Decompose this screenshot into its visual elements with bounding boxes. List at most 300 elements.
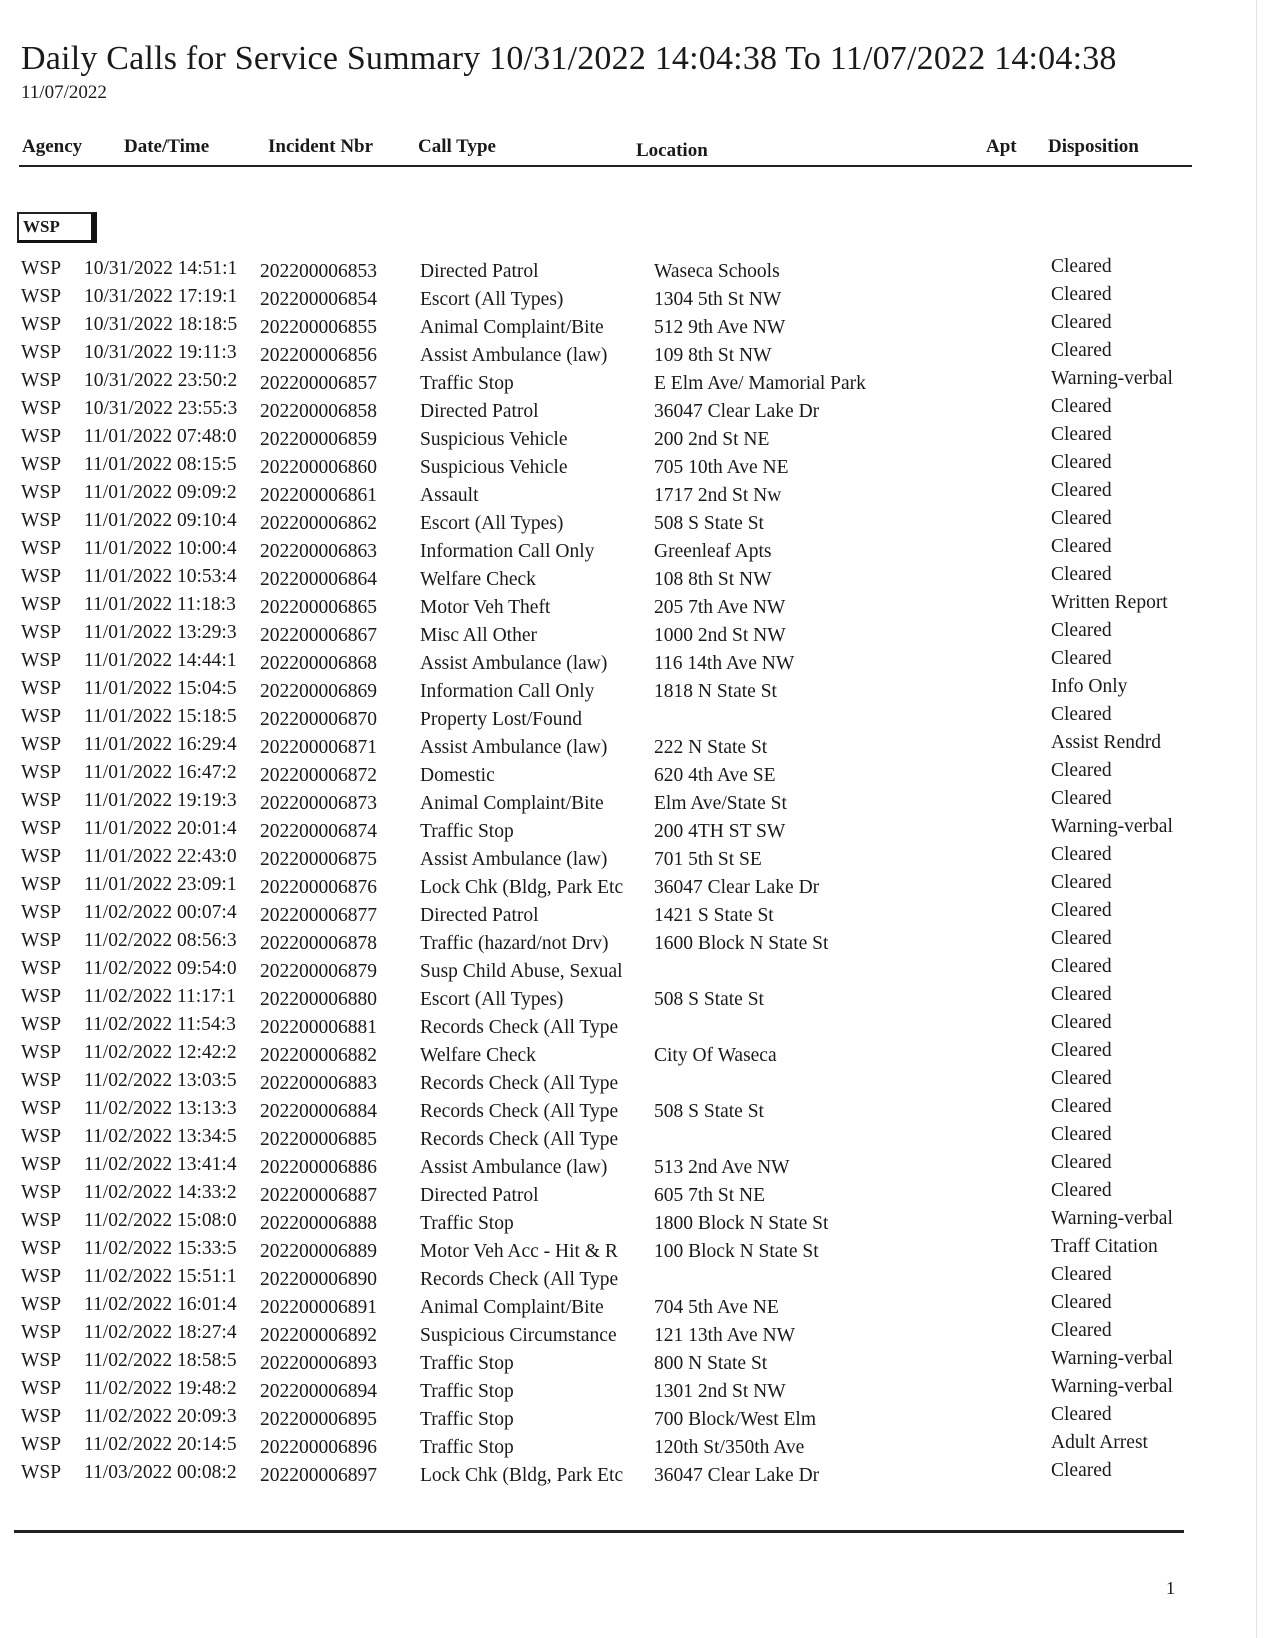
- cell-location: City Of Waseca: [654, 1045, 777, 1066]
- cell-call-type: Assist Ambulance (law): [420, 1157, 608, 1178]
- cell-location: 121 13th Ave NW: [654, 1325, 795, 1346]
- cell-agency: WSP: [21, 1098, 62, 1119]
- table-row: [0, 1238, 1265, 1266]
- cell-location: 222 N State St: [654, 737, 768, 758]
- cell-location: 109 8th St NW: [654, 345, 772, 366]
- cell-incident: 202200006868: [260, 653, 377, 674]
- cell-call-type: Traffic Stop: [420, 1437, 514, 1458]
- cell-agency: WSP: [21, 370, 62, 391]
- cell-location: 508 S State St: [654, 513, 764, 534]
- table-row: [0, 1014, 1265, 1042]
- footer-divider: [14, 1530, 1184, 1533]
- cell-call-type: Information Call Only: [420, 681, 595, 702]
- calls-table: [0, 258, 1265, 1490]
- cell-disposition: Cleared: [1051, 256, 1112, 277]
- cell-agency: WSP: [21, 1322, 62, 1343]
- cell-disposition: Warning-verbal: [1051, 1348, 1173, 1369]
- cell-datetime: 11/02/2022 11:17:1: [84, 986, 236, 1007]
- cell-incident: 202200006867: [260, 625, 377, 646]
- cell-agency: WSP: [21, 454, 62, 475]
- cell-disposition: Cleared: [1051, 844, 1112, 865]
- print-date: 11/07/2022: [21, 82, 107, 103]
- cell-agency: WSP: [21, 594, 62, 615]
- table-row: [0, 1070, 1265, 1098]
- table-row: [0, 818, 1265, 846]
- column-header-call-type: Call Type: [418, 136, 496, 157]
- cell-datetime: 11/02/2022 18:27:4: [84, 1322, 237, 1343]
- cell-disposition: Cleared: [1051, 900, 1112, 921]
- cell-call-type: Records Check (All Type: [420, 1073, 619, 1094]
- cell-incident: 202200006860: [260, 457, 377, 478]
- cell-datetime: 11/02/2022 19:48:2: [84, 1378, 237, 1399]
- table-row: [0, 622, 1265, 650]
- scan-edge-line: [1256, 0, 1257, 1638]
- cell-datetime: 10/31/2022 14:51:1: [84, 258, 238, 279]
- page-number: 1: [1166, 1578, 1175, 1598]
- cell-datetime: 11/01/2022 16:47:2: [84, 762, 237, 783]
- cell-location: 508 S State St: [654, 989, 764, 1010]
- cell-disposition: Cleared: [1051, 872, 1112, 893]
- cell-disposition: Cleared: [1051, 536, 1112, 557]
- cell-disposition: Cleared: [1051, 648, 1112, 669]
- cell-datetime: 11/02/2022 13:13:3: [84, 1098, 237, 1119]
- cell-datetime: 11/03/2022 00:08:2: [84, 1462, 237, 1483]
- cell-agency: WSP: [21, 902, 62, 923]
- cell-datetime: 11/02/2022 14:33:2: [84, 1182, 237, 1203]
- cell-disposition: Cleared: [1051, 1124, 1112, 1145]
- table-row: [0, 1182, 1265, 1210]
- cell-call-type: Records Check (All Type: [420, 1101, 619, 1122]
- cell-disposition: Adult Arrest: [1051, 1432, 1148, 1453]
- table-row: [0, 286, 1265, 314]
- cell-call-type: Directed Patrol: [420, 261, 539, 282]
- agency-section-text: WSP: [23, 217, 60, 236]
- cell-datetime: 11/01/2022 16:29:4: [84, 734, 237, 755]
- cell-agency: WSP: [21, 482, 62, 503]
- cell-agency: WSP: [21, 342, 62, 363]
- cell-disposition: Warning-verbal: [1051, 816, 1173, 837]
- table-row: [0, 1434, 1265, 1462]
- cell-disposition: Cleared: [1051, 508, 1112, 529]
- table-row: [0, 594, 1265, 622]
- table-row: [0, 454, 1265, 482]
- cell-agency: WSP: [21, 1070, 62, 1091]
- cell-location: 200 4TH ST SW: [654, 821, 786, 842]
- cell-incident: 202200006873: [260, 793, 377, 814]
- cell-location: 508 S State St: [654, 1101, 764, 1122]
- cell-datetime: 11/01/2022 09:10:4: [84, 510, 237, 531]
- cell-location: 800 N State St: [654, 1353, 768, 1374]
- cell-incident: 202200006890: [260, 1269, 377, 1290]
- cell-datetime: 11/01/2022 15:18:5: [84, 706, 237, 727]
- cell-agency: WSP: [21, 1238, 62, 1259]
- cell-location: 200 2nd St NE: [654, 429, 770, 450]
- cell-location: 1818 N State St: [654, 681, 777, 702]
- cell-call-type: Welfare Check: [420, 569, 536, 590]
- report-title: Daily Calls for Service Summary 10/31/2022 14:04:38 To 11/07/2022 14:04:38: [21, 40, 1117, 77]
- cell-incident: 202200006872: [260, 765, 377, 786]
- cell-call-type: Susp Child Abuse, Sexual: [420, 961, 623, 982]
- cell-datetime: 10/31/2022 19:11:3: [84, 342, 237, 363]
- cell-location: 1800 Block N State St: [654, 1213, 829, 1234]
- cell-call-type: Welfare Check: [420, 1045, 536, 1066]
- cell-disposition: Warning-verbal: [1051, 1208, 1173, 1229]
- cell-location: 1000 2nd St NW: [654, 625, 786, 646]
- table-row: [0, 1154, 1265, 1182]
- table-row: [0, 930, 1265, 958]
- cell-call-type: Records Check (All Type: [420, 1129, 619, 1150]
- cell-datetime: 11/01/2022 22:43:0: [84, 846, 237, 867]
- cell-datetime: 11/02/2022 12:42:2: [84, 1042, 237, 1063]
- table-row: [0, 370, 1265, 398]
- cell-call-type: Directed Patrol: [420, 401, 539, 422]
- cell-location: 205 7th Ave NW: [654, 597, 786, 618]
- cell-datetime: 11/01/2022 14:44:1: [84, 650, 237, 671]
- cell-call-type: Lock Chk (Bldg, Park Etc: [420, 877, 624, 898]
- table-row: [0, 678, 1265, 706]
- cell-location: 36047 Clear Lake Dr: [654, 401, 820, 422]
- cell-datetime: 10/31/2022 23:50:2: [84, 370, 238, 391]
- cell-incident: 202200006859: [260, 429, 377, 450]
- cell-agency: WSP: [21, 874, 62, 895]
- table-row: [0, 1378, 1265, 1406]
- cell-datetime: 10/31/2022 18:18:5: [84, 314, 238, 335]
- cell-agency: WSP: [21, 1434, 62, 1455]
- cell-datetime: 11/02/2022 13:41:4: [84, 1154, 237, 1175]
- cell-incident: 202200006881: [260, 1017, 377, 1038]
- cell-call-type: Traffic Stop: [420, 1409, 514, 1430]
- table-row: [0, 566, 1265, 594]
- cell-agency: WSP: [21, 566, 62, 587]
- cell-agency: WSP: [21, 1126, 62, 1147]
- cell-datetime: 11/01/2022 07:48:0: [84, 426, 237, 447]
- cell-location: 116 14th Ave NW: [654, 653, 795, 674]
- cell-agency: WSP: [21, 734, 62, 755]
- cell-location: Waseca Schools: [654, 261, 780, 282]
- cell-agency: WSP: [21, 1378, 62, 1399]
- cell-agency: WSP: [21, 650, 62, 671]
- column-header-incident: Incident Nbr: [268, 136, 374, 157]
- cell-datetime: 11/02/2022 15:51:1: [84, 1266, 237, 1287]
- cell-disposition: Cleared: [1051, 928, 1112, 949]
- cell-incident: 202200006871: [260, 737, 377, 758]
- cell-disposition: Warning-verbal: [1051, 368, 1173, 389]
- cell-location: 36047 Clear Lake Dr: [654, 1465, 820, 1486]
- cell-disposition: Written Report: [1051, 592, 1168, 613]
- cell-call-type: Directed Patrol: [420, 905, 539, 926]
- cell-call-type: Animal Complaint/Bite: [420, 317, 604, 338]
- table-row: [0, 986, 1265, 1014]
- cell-disposition: Traff Citation: [1051, 1236, 1158, 1257]
- cell-agency: WSP: [21, 958, 62, 979]
- cell-location: 700 Block/West Elm: [654, 1409, 816, 1430]
- cell-disposition: Cleared: [1051, 1040, 1112, 1061]
- table-row: [0, 1462, 1265, 1490]
- cell-agency: WSP: [21, 762, 62, 783]
- cell-location: 120th St/350th Ave: [654, 1437, 805, 1458]
- cell-disposition: Cleared: [1051, 1152, 1112, 1173]
- cell-datetime: 11/02/2022 11:54:3: [84, 1014, 236, 1035]
- cell-disposition: Info Only: [1051, 676, 1128, 697]
- cell-datetime: 11/01/2022 08:15:5: [84, 454, 237, 475]
- cell-incident: 202200006879: [260, 961, 377, 982]
- cell-agency: WSP: [21, 314, 62, 335]
- cell-disposition: Cleared: [1051, 1320, 1112, 1341]
- cell-disposition: Cleared: [1051, 788, 1112, 809]
- cell-call-type: Escort (All Types): [420, 513, 564, 534]
- table-row: [0, 398, 1265, 426]
- cell-disposition: Cleared: [1051, 704, 1112, 725]
- cell-call-type: Assist Ambulance (law): [420, 849, 608, 870]
- column-header-location: Location: [636, 140, 708, 161]
- cell-call-type: Suspicious Circumstance: [420, 1325, 617, 1346]
- cell-call-type: Assist Ambulance (law): [420, 737, 608, 758]
- cell-call-type: Directed Patrol: [420, 1185, 539, 1206]
- table-row: [0, 482, 1265, 510]
- table-row: [0, 342, 1265, 370]
- table-row: [0, 1350, 1265, 1378]
- cell-incident: 202200006856: [260, 345, 377, 366]
- cell-agency: WSP: [21, 1462, 62, 1483]
- cell-agency: WSP: [21, 1294, 62, 1315]
- cell-call-type: Traffic Stop: [420, 1353, 514, 1374]
- cell-incident: 202200006855: [260, 317, 377, 338]
- cell-location: 605 7th St NE: [654, 1185, 766, 1206]
- cell-datetime: 11/02/2022 20:14:5: [84, 1434, 237, 1455]
- cell-incident: 202200006895: [260, 1409, 377, 1430]
- table-row: [0, 846, 1265, 874]
- cell-agency: WSP: [21, 846, 62, 867]
- cell-incident: 202200006886: [260, 1157, 377, 1178]
- cell-incident: 202200006885: [260, 1129, 377, 1150]
- cell-disposition: Cleared: [1051, 984, 1112, 1005]
- cell-agency: WSP: [21, 426, 62, 447]
- cell-call-type: Suspicious Vehicle: [420, 429, 568, 450]
- cell-disposition: Cleared: [1051, 1292, 1112, 1313]
- cell-agency: WSP: [21, 258, 62, 279]
- cell-incident: 202200006876: [260, 877, 377, 898]
- table-row: [0, 1210, 1265, 1238]
- cell-disposition: Cleared: [1051, 620, 1112, 641]
- table-row: [0, 1266, 1265, 1294]
- cell-agency: WSP: [21, 790, 62, 811]
- cell-incident: 202200006875: [260, 849, 377, 870]
- cell-datetime: 11/01/2022 11:18:3: [84, 594, 236, 615]
- cell-disposition: Cleared: [1051, 1460, 1112, 1481]
- cell-call-type: Information Call Only: [420, 541, 595, 562]
- cell-disposition: Cleared: [1051, 396, 1112, 417]
- cell-agency: WSP: [21, 1266, 62, 1287]
- cell-incident: 202200006864: [260, 569, 377, 590]
- cell-disposition: Cleared: [1051, 1012, 1112, 1033]
- cell-datetime: 11/01/2022 10:00:4: [84, 538, 237, 559]
- cell-location: 36047 Clear Lake Dr: [654, 877, 820, 898]
- cell-disposition: Assist Rendrd: [1051, 732, 1161, 753]
- cell-call-type: Domestic: [420, 765, 495, 786]
- cell-datetime: 11/02/2022 08:56:3: [84, 930, 237, 951]
- table-row: [0, 762, 1265, 790]
- table-row: [0, 314, 1265, 342]
- cell-location: Greenleaf Apts: [654, 541, 772, 562]
- cell-disposition: Cleared: [1051, 564, 1112, 585]
- cell-disposition: Cleared: [1051, 452, 1112, 473]
- agency-section-label: [17, 212, 97, 243]
- cell-disposition: Cleared: [1051, 480, 1112, 501]
- cell-incident: 202200006877: [260, 905, 377, 926]
- cell-incident: 202200006858: [260, 401, 377, 422]
- cell-incident: 202200006882: [260, 1045, 377, 1066]
- cell-agency: WSP: [21, 930, 62, 951]
- cell-call-type: Suspicious Vehicle: [420, 457, 568, 478]
- table-row: [0, 258, 1265, 286]
- cell-location: 512 9th Ave NW: [654, 317, 786, 338]
- cell-agency: WSP: [21, 818, 62, 839]
- cell-incident: 202200006854: [260, 289, 377, 310]
- cell-call-type: Assist Ambulance (law): [420, 653, 608, 674]
- cell-incident: 202200006874: [260, 821, 377, 842]
- cell-disposition: Cleared: [1051, 1264, 1112, 1285]
- cell-incident: 202200006862: [260, 513, 377, 534]
- column-header-disposition: Disposition: [1048, 136, 1139, 157]
- cell-call-type: Assault: [420, 485, 479, 506]
- cell-call-type: Traffic Stop: [420, 821, 514, 842]
- cell-call-type: Misc All Other: [420, 625, 537, 646]
- cell-location: Elm Ave/State St: [654, 793, 787, 814]
- cell-datetime: 11/02/2022 20:09:3: [84, 1406, 237, 1427]
- cell-call-type: Lock Chk (Bldg, Park Etc: [420, 1465, 624, 1486]
- cell-incident: 202200006894: [260, 1381, 377, 1402]
- table-row: [0, 790, 1265, 818]
- cell-datetime: 11/02/2022 16:01:4: [84, 1294, 237, 1315]
- cell-agency: WSP: [21, 622, 62, 643]
- cell-incident: 202200006883: [260, 1073, 377, 1094]
- cell-datetime: 11/02/2022 18:58:5: [84, 1350, 237, 1371]
- cell-agency: WSP: [21, 286, 62, 307]
- cell-location: E Elm Ave/ Mamorial Park: [654, 373, 866, 394]
- cell-agency: WSP: [21, 986, 62, 1007]
- cell-location: 620 4th Ave SE: [654, 765, 776, 786]
- cell-datetime: 11/02/2022 15:08:0: [84, 1210, 237, 1231]
- cell-call-type: Escort (All Types): [420, 989, 564, 1010]
- cell-datetime: 11/01/2022 15:04:5: [84, 678, 237, 699]
- cell-disposition: Cleared: [1051, 760, 1112, 781]
- cell-datetime: 10/31/2022 23:55:3: [84, 398, 238, 419]
- cell-disposition: Cleared: [1051, 424, 1112, 445]
- cell-call-type: Traffic Stop: [420, 1213, 514, 1234]
- cell-incident: 202200006857: [260, 373, 377, 394]
- cell-datetime: 10/31/2022 17:19:1: [84, 286, 238, 307]
- cell-location: 1600 Block N State St: [654, 933, 829, 954]
- table-row: [0, 510, 1265, 538]
- cell-call-type: Escort (All Types): [420, 289, 564, 310]
- cell-agency: WSP: [21, 1042, 62, 1063]
- cell-call-type: Traffic Stop: [420, 1381, 514, 1402]
- cell-agency: WSP: [21, 1406, 62, 1427]
- table-row: [0, 902, 1265, 930]
- cell-disposition: Cleared: [1051, 1096, 1112, 1117]
- cell-location: 1304 5th St NW: [654, 289, 782, 310]
- cell-call-type: Animal Complaint/Bite: [420, 793, 604, 814]
- table-row: [0, 874, 1265, 902]
- cell-call-type: Traffic Stop: [420, 373, 514, 394]
- cell-disposition: Cleared: [1051, 340, 1112, 361]
- cell-call-type: Records Check (All Type: [420, 1269, 619, 1290]
- cell-agency: WSP: [21, 398, 62, 419]
- cell-agency: WSP: [21, 1154, 62, 1175]
- cell-datetime: 11/01/2022 09:09:2: [84, 482, 237, 503]
- cell-incident: 202200006892: [260, 1325, 377, 1346]
- cell-call-type: Animal Complaint/Bite: [420, 1297, 604, 1318]
- cell-incident: 202200006893: [260, 1353, 377, 1374]
- cell-incident: 202200006863: [260, 541, 377, 562]
- cell-incident: 202200006853: [260, 261, 377, 282]
- cell-incident: 202200006870: [260, 709, 377, 730]
- cell-incident: 202200006865: [260, 597, 377, 618]
- table-row: [0, 706, 1265, 734]
- cell-datetime: 11/01/2022 13:29:3: [84, 622, 237, 643]
- cell-agency: WSP: [21, 678, 62, 699]
- cell-datetime: 11/01/2022 10:53:4: [84, 566, 237, 587]
- cell-incident: 202200006888: [260, 1213, 377, 1234]
- cell-disposition: Cleared: [1051, 284, 1112, 305]
- cell-agency: WSP: [21, 538, 62, 559]
- cell-agency: WSP: [21, 1182, 62, 1203]
- table-row: [0, 538, 1265, 566]
- cell-incident: 202200006891: [260, 1297, 377, 1318]
- table-row: [0, 1406, 1265, 1434]
- cell-call-type: Assist Ambulance (law): [420, 345, 608, 366]
- cell-call-type: Records Check (All Type: [420, 1017, 619, 1038]
- table-row: [0, 1098, 1265, 1126]
- cell-datetime: 11/01/2022 20:01:4: [84, 818, 237, 839]
- cell-incident: 202200006897: [260, 1465, 377, 1486]
- header-divider: [19, 165, 1192, 167]
- cell-location: 100 Block N State St: [654, 1241, 819, 1262]
- cell-disposition: Warning-verbal: [1051, 1376, 1173, 1397]
- cell-agency: WSP: [21, 706, 62, 727]
- column-header-datetime: Date/Time: [124, 136, 210, 157]
- cell-datetime: 11/01/2022 23:09:1: [84, 874, 237, 895]
- cell-incident: 202200006884: [260, 1101, 377, 1122]
- table-row: [0, 958, 1265, 986]
- table-row: [0, 1294, 1265, 1322]
- cell-call-type: Motor Veh Acc - Hit & R: [420, 1241, 618, 1262]
- cell-agency: WSP: [21, 1210, 62, 1231]
- cell-datetime: 11/02/2022 13:34:5: [84, 1126, 237, 1147]
- table-row: [0, 1042, 1265, 1070]
- cell-incident: 202200006878: [260, 933, 377, 954]
- cell-location: 1717 2nd St Nw: [654, 485, 782, 506]
- table-row: [0, 650, 1265, 678]
- cell-incident: 202200006887: [260, 1185, 377, 1206]
- cell-datetime: 11/02/2022 09:54:0: [84, 958, 237, 979]
- cell-datetime: 11/02/2022 00:07:4: [84, 902, 237, 923]
- cell-disposition: Cleared: [1051, 1404, 1112, 1425]
- cell-location: 108 8th St NW: [654, 569, 772, 590]
- cell-agency: WSP: [21, 1014, 62, 1035]
- column-header-agency: Agency: [22, 136, 83, 157]
- table-row: [0, 426, 1265, 454]
- cell-incident: 202200006889: [260, 1241, 377, 1262]
- cell-incident: 202200006880: [260, 989, 377, 1010]
- cell-datetime: 11/01/2022 19:19:3: [84, 790, 237, 811]
- table-row: [0, 1126, 1265, 1154]
- cell-disposition: Cleared: [1051, 1180, 1112, 1201]
- cell-agency: WSP: [21, 1350, 62, 1371]
- cell-disposition: Cleared: [1051, 312, 1112, 333]
- table-row: [0, 1322, 1265, 1350]
- cell-call-type: Traffic (hazard/not Drv): [420, 933, 609, 954]
